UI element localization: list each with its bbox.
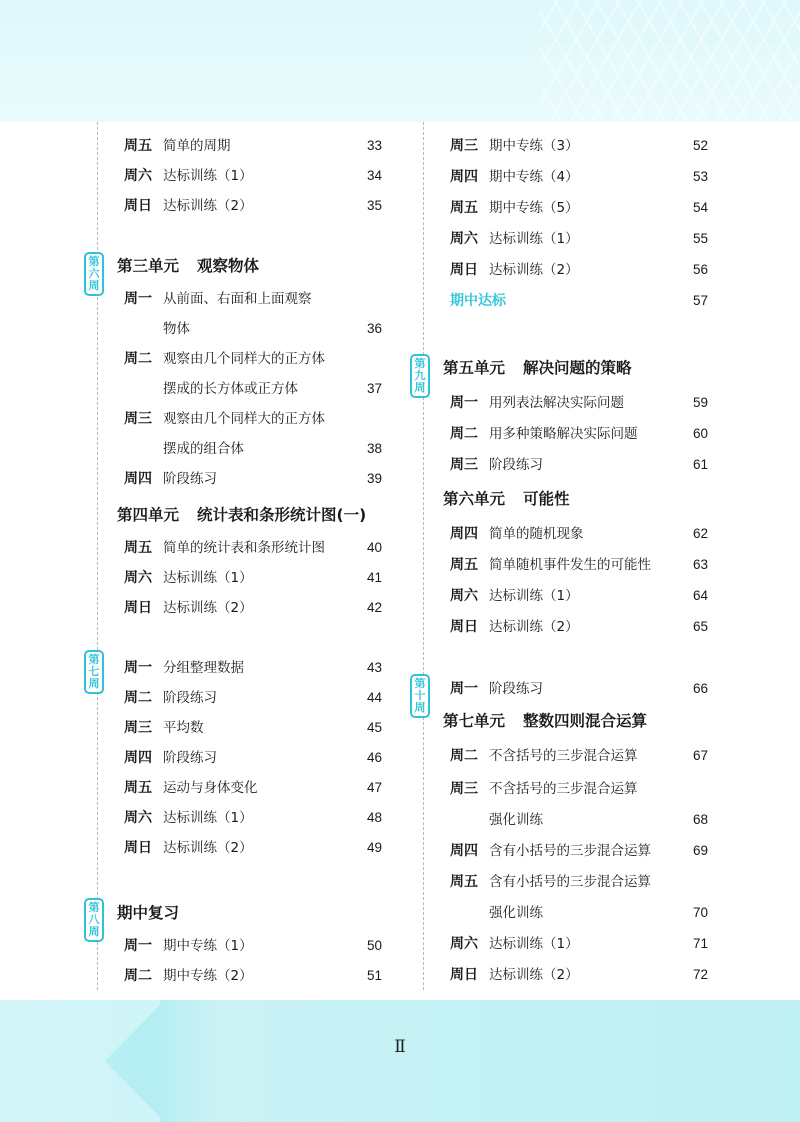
entry-page: 57 [683,289,708,313]
entry-title: 达标训练（2） [163,194,257,218]
entry-title: 达标训练（2） [489,615,583,639]
unit-6-heading: 第六单元 可能性 [443,490,570,508]
entry-page: 69 [683,839,708,863]
entry-page: 54 [683,196,708,220]
unit-4-heading: 第四单元 统计表和条形统计图(一) [117,506,367,524]
entry-day: 周五 [124,540,152,556]
entry-page: 44 [357,686,382,710]
entry-page: 38 [357,437,382,461]
entry-day: 周三 [124,411,152,427]
entry-page: 55 [683,227,708,251]
entry-page: 49 [357,836,382,860]
entry-title: 分组整理数据 [163,656,248,680]
week-7-tag: 第 七 周 [84,650,104,694]
entry-title: 达标训练（2） [489,258,583,282]
entry-title-cont: 摆成的长方体或正方体 [163,377,302,401]
entry-page: 67 [683,744,708,768]
entry-page: 59 [683,391,708,415]
entry-day: 周四 [450,526,478,542]
entry-title: 达标训练（2） [163,836,257,860]
entry-title: 阶段练习 [489,677,547,701]
entry-day: 周一 [124,938,152,954]
unit-3-heading: 第三单元 观察物体 [117,257,260,275]
entry-day: 周二 [124,351,152,367]
entry-day: 周四 [124,471,152,487]
week-8-tag: 第 八 周 [84,898,104,942]
entry-page: 62 [683,522,708,546]
unit-5-heading: 第五单元 解决问题的策略 [443,359,632,377]
entry-title: 期中专练（3） [489,134,583,158]
entry-page: 71 [683,932,708,956]
entry-day: 周六 [124,570,152,586]
entry-day: 周日 [124,198,152,214]
entry-day: 周日 [124,600,152,616]
entry-day: 周四 [450,169,478,185]
entry-page: 66 [683,677,708,701]
entry-title-cont: 物体 [163,317,194,341]
entry-day: 周四 [450,843,478,859]
entry-day: 周一 [450,681,478,697]
entry-day: 周一 [124,660,152,676]
entry-title: 达标训练（1） [163,806,257,830]
entry-title: 期中专练（4） [489,165,583,189]
entry-page: 47 [357,776,382,800]
entry-title: 期中专练（1） [163,934,257,958]
bottom-chevron-gradient [160,1000,220,1122]
entry-title: 达标训练（1） [489,932,583,956]
entry-title: 简单的统计表和条形统计图 [163,536,329,560]
entry-title: 从前面、右面和上面观察 [163,287,316,311]
entry-title: 用多种策略解决实际问题 [489,422,642,446]
entry-title-cont: 强化训练 [489,808,547,832]
entry-title: 达标训练（2） [489,963,583,987]
entry-page: 35 [357,194,382,218]
entry-day: 周一 [124,291,152,307]
entry-day: 周日 [124,840,152,856]
entry-title: 达标训练（1） [489,584,583,608]
entry-day: 周五 [124,138,152,154]
entry-title: 简单随机事件发生的可能性 [489,553,655,577]
entry-day: 周五 [450,874,478,890]
entry-page: 52 [683,134,708,158]
midterm-review-heading: 期中复习 [117,904,180,922]
week-10-tag: 第 十 周 [410,674,430,718]
bottom-chevron-shape [105,1000,165,1122]
entry-title: 运动与身体变化 [163,776,262,800]
entry-page: 39 [357,467,382,491]
entry-day: 周六 [450,936,478,952]
entry-title: 含有小括号的三步混合运算 [489,839,655,863]
entry-page: 51 [357,964,382,988]
right-dashed-rule [423,122,424,990]
top-hatch-pattern [540,0,800,122]
entry-day: 周日 [450,262,478,278]
entry-page: 40 [357,536,382,560]
entry-page: 63 [683,553,708,577]
entry-title: 期中专练（5） [489,196,583,220]
entry-title: 观察由几个同样大的正方体 [163,407,329,431]
page-number: Ⅱ [394,1037,406,1057]
entry-day: 周二 [124,968,152,984]
entry-title: 简单的随机现象 [489,522,588,546]
entry-title: 不含括号的三步混合运算 [489,777,642,801]
entry-title: 观察由几个同样大的正方体 [163,347,329,371]
entry-day: 周三 [450,781,478,797]
entry-title: 含有小括号的三步混合运算 [489,870,655,894]
entry-day: 周五 [124,780,152,796]
entry-page: 72 [683,963,708,987]
entry-day: 周三 [124,720,152,736]
entry-title-cont: 摆成的组合体 [163,437,248,461]
entry-title-cont: 强化训练 [489,901,547,925]
entry-day: 周六 [450,588,478,604]
entry-day: 周日 [450,967,478,983]
entry-page: 48 [357,806,382,830]
entry-title: 阶段练习 [163,467,221,491]
entry-day: 周六 [450,231,478,247]
entry-page: 36 [357,317,382,341]
entry-page: 46 [357,746,382,770]
entry-page: 33 [357,134,382,158]
entry-title: 阶段练习 [489,453,547,477]
entry-page: 37 [357,377,382,401]
entry-title: 达标训练（1） [163,164,257,188]
entry-day: 周六 [124,168,152,184]
entry-day: 周二 [450,748,478,764]
entry-title: 达标训练（1） [163,566,257,590]
week-6-tag: 第 六 周 [84,252,104,296]
entry-page: 42 [357,596,382,620]
entry-title: 简单的周期 [163,134,235,158]
entry-day: 周三 [450,457,478,473]
entry-page: 45 [357,716,382,740]
entry-day: 周六 [124,810,152,826]
entry-page: 43 [357,656,382,680]
entry-day: 周五 [450,557,478,573]
entry-day: 周日 [450,619,478,635]
entry-page: 60 [683,422,708,446]
entry-title: 达标训练（1） [489,227,583,251]
entry-title: 达标训练（2） [163,596,257,620]
entry-day: 周五 [450,200,478,216]
entry-title: 平均数 [163,716,208,740]
entry-title: 期中专练（2） [163,964,257,988]
entry-page: 61 [683,453,708,477]
week-9-tag: 第 九 周 [410,354,430,398]
entry-page: 53 [683,165,708,189]
entry-day: 周四 [124,750,152,766]
entry-title: 阶段练习 [163,686,221,710]
entry-title: 用列表法解决实际问题 [489,391,628,415]
entry-page: 41 [357,566,382,590]
entry-page: 50 [357,934,382,958]
unit-7-heading: 第七单元 整数四则混合运算 [443,712,648,730]
entry-page: 56 [683,258,708,282]
entry-day: 周二 [450,426,478,442]
entry-day: 周二 [124,690,152,706]
entry-page: 34 [357,164,382,188]
entry-day: 周一 [450,395,478,411]
entry-page: 68 [683,808,708,832]
entry-page: 65 [683,615,708,639]
entry-page: 70 [683,901,708,925]
entry-day: 周三 [450,138,478,154]
entry-title: 不含括号的三步混合运算 [489,744,642,768]
midterm-title: 期中达标 [450,289,510,313]
entry-page: 64 [683,584,708,608]
entry-title: 阶段练习 [163,746,221,770]
